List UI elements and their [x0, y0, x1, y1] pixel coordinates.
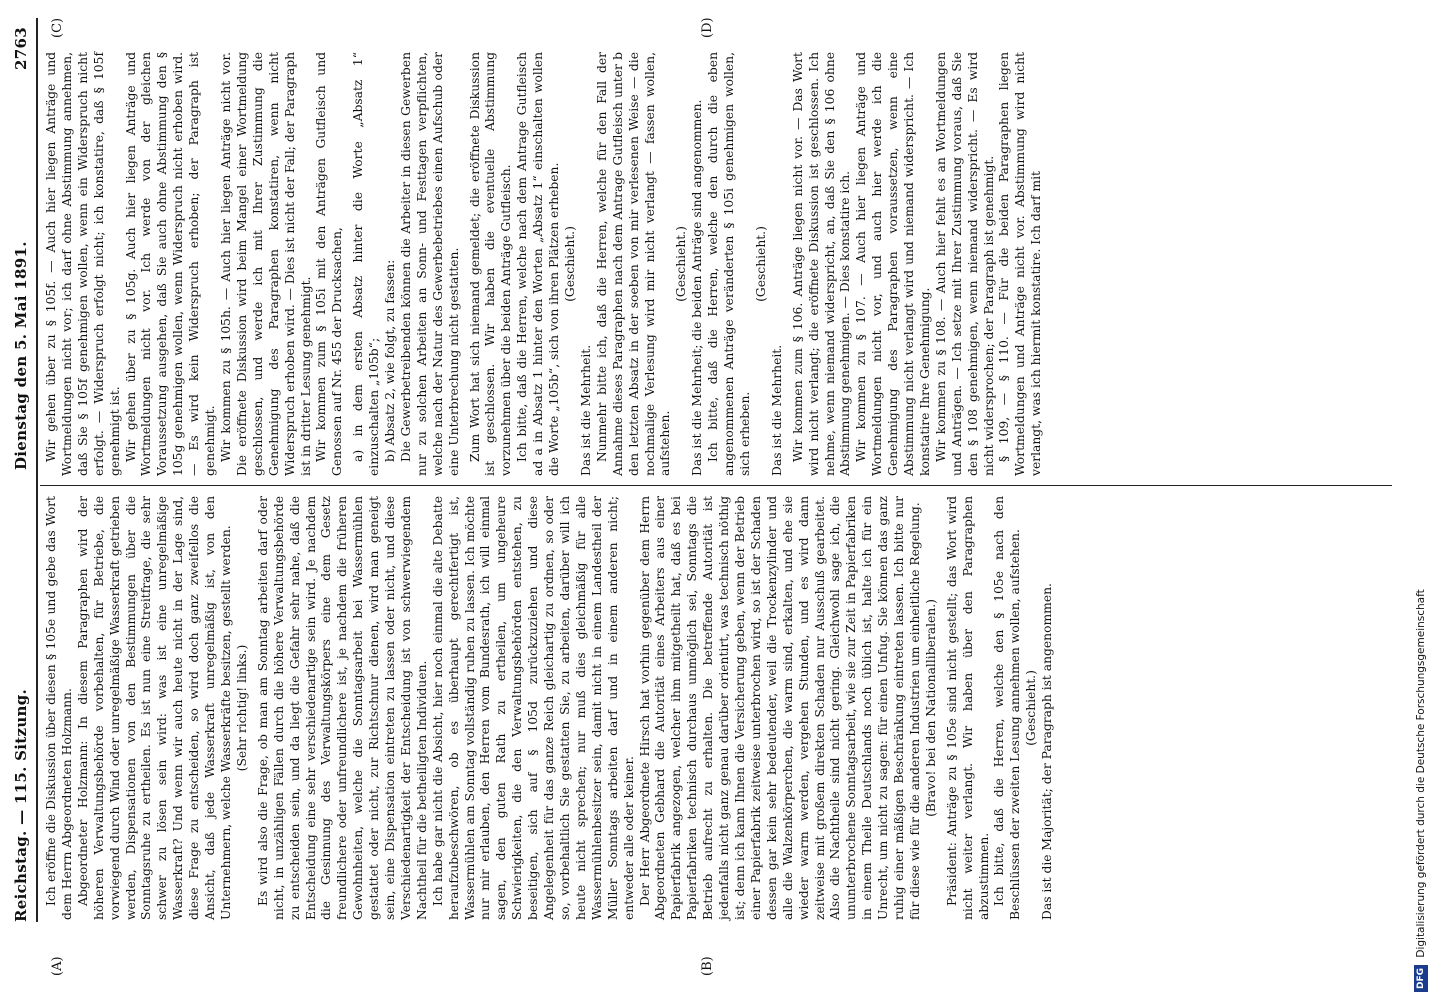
margin-marker-a: (A) — [50, 956, 65, 976]
paragraph: Präsident: Anträge zu § 105e sind nicht gestellt; das Wort wird nicht weiter verlangt. Wir haben über den Paragraphen abzustimmen. — [944, 496, 991, 920]
paragraph: Das ist die Mehrheit. — [578, 344, 593, 476]
paragraph: Der Herr Abgeordnete Hirsch hat vorhin gegenüber dem Herrn Abgeordneten Gebhard die Autorität eines Arbeiters aus einer Papierfabrik angezogen, welcher ihm mitgetheilt hat, daß es bei Papierfabriken technisch durchaus unmöglich sei, Sonntags die Betrieb aufrecht zu erhalten. Die betreffende Autorität ist jedenfalls nicht ganz genau darüber orientirt, was technisch nöthig ist; denn ich kann Ihnen die Versicherung geben, wenn der Betrieb einer Papierfabrik zeitweise unterbrochen wird, so ist der Schaden dessen gar kein sehr bedeutender, weil die Trockenzylinder und alle die Walzenkörperchen, die warm sind, erkalten, und ehe sie wieder warm werden, vergehen Stunden, und es wird dann zeitweise mit großem direkten Schaden nur Ausschuß gearbeitet. Also die Nachtheile sind nicht gering. Gleichwohl sage ich, die ununterbrochene Sonntagsarbeit, wie sie zur Zeit in Papierfabriken in einem Theile Deutschlands noch üblich ist, halte ich für ein Unrecht, um nicht zu sagen: für einen Unfug. Sie können das ganz ruhig einer mäßigen Beschränkung eintreten lassen. Ich bitte nur für diese wie für die anderen Industrien um einheitliche Regelung. — [637, 496, 922, 920]
paragraph: Ich habe gar nicht die Absicht, hier noch einmal die alte Debatte heraufzubeschwören, ob es überhaupt gerechtfertigt ist, Wassermühlen am Sonntag vollständig ruhen zu lassen. Ich möchte nur mir erlauben, den Herren vom Bundesrath, ich will einmal sagen, den guten Rath zu ertheilen, um ungeheure Schwierigkeiten, die den Verwaltungsbehörden entstehen, zu beseitigen, sich auf § 105d zurückzuziehen und diese Angelegenheit für das ganze Reich gleichartig zu ordnen, so oder so, vorbehaltlich Sie gestatten Sie, zu arbeiten, darüber will ich heute nicht sprechen; nur muß dies gleichmäßig für alle Wassermühlenbesitzer sein, damit nicht in einem Landestheil der Müller Sonntags arbeiten darf und in einem anderen nicht; entweder alle oder keiner. — [430, 496, 636, 920]
paragraph: Zum Wort hat sich niemand gemeldet; die eröffnete Diskussion ist geschlossen. Wir haben die eventuelle Abstimmung vorzunehmen über die beiden Anträge Gutfleisch. — [467, 52, 514, 476]
paragraph: Ich bitte, daß die Herren, welche den durch die eben angenommenen Anträge veränderten § 105i genehmigen wollen, sich erheben. — [706, 52, 752, 476]
paragraph: (Sehr richtig! links.) — [234, 644, 249, 772]
paragraph: Abgeordneter Holzmann: In diesem Paragraphen wird der höheren Verwaltungsbehörde vorbehalten, für Betriebe, die vorwiegend durch Wind oder unregelmäßige Wasserkraft getrieben werden, Dispensationen von den Bestimmungen über die Sonntagsruhe zu ertheilen. Es ist nun eine Streitfrage, die sehr schwer zu lösen sein wird: was ist eine unregelmäßige Wasserkraft? Und wenn wir auch heute nicht in der Lage sind, diese Frage zu entscheiden, so wird doch ganz zweifellos die Ansicht, daß jede Wasserkraft unregelmäßig ist, von den Unternehmern, welche Wasserkräfte besitzen, gestellt werden. — [75, 496, 233, 920]
paragraph: Die Gewerbetreibenden können die Arbeiter in diesen Gewerben nur zu solchen Arbeiten an Sonn- und Festtagen verpflichten, welche nach der Natur des Gewerbebetriebes einen Aufschub oder eine Unterbrechung nicht gestatten. — [398, 52, 461, 476]
paragraph: (Geschieht.) — [563, 226, 577, 302]
column-divider — [40, 485, 1392, 486]
margin-marker-b: (B) — [700, 956, 715, 976]
paragraph: Das ist die Majorität; der Paragraph ist angenommen. — [1040, 583, 1055, 920]
header-right: Dienstag den 5. Mai 1891. — [12, 241, 30, 470]
digitization-credit-strip — [1410, 0, 1432, 1000]
header-rule — [36, 18, 38, 922]
paragraph: a) in dem ersten Absatz hinter die Worte „Absatz 1“ einzuschalten „105b“; — [351, 52, 382, 476]
paragraph: Das ist die Mehrheit. — [769, 344, 784, 476]
paragraph: Ich bitte, daß die Herren, welche nach dem Antrage Gutfleisch ad a in Absatz 1 hinter den Worten „Absatz 1“ einschalten wollen die Worte „105b“, sich von ihren Plätzen erheben. — [515, 52, 562, 476]
digitization-credit: Digitalisierung gefördert durch die Deutsche Forschungsgemeinschaft — [1415, 589, 1427, 958]
paragraph: Wir kommen zum § 105i mit den Anträgen Gutfleisch und Genossen auf Nr. 455 der Drucksachen, — [314, 52, 345, 476]
dfg-logo-icon: DFG — [1414, 965, 1428, 992]
right-text-column — [44, 52, 1045, 476]
paragraph: Es wird also die Frage, ob man am Sonntag arbeiten darf oder nicht, in unzähligen Fällen durch die höhere Verwaltungsbehörde zu entscheiden sein, und da liegt die Gefahr sehr nahe, daß die Entscheidung eine sehr verschiedenartige sein wird. Je nachdem die Gesinnung des Verwaltungskörpers eine dem Gesetz freundlichere oder unfreundlichere ist, je nachdem die früheren Gewohnheiten, welche die Sonntagsarbeit bei Wassermühlen gestattet oder nicht, zur Richtschnur dienen, wird man geneigt sein, eine Dispensation eintreten zu lassen oder nicht, und diese Verschiedenartigkeit der Entscheidung ist von schwerwiegendem Nachtheil für die betheiligten Individuen. — [255, 496, 429, 920]
paragraph: (Geschieht.) — [1024, 670, 1039, 746]
paragraph: Wir kommen zum § 106. Anträge liegen nicht vor. — Das Wort wird nicht verlangt; die eröffnete Diskussion ist geschlossen. Ich nehme, wenn niemand widerspricht, an, daß Sie den § 106 ohne Abstimmung genehmigen. — Dies konstatire ich. — [790, 52, 853, 476]
paragraph: Ich bitte, daß die Herren, welche den § 105e nach den Beschlüssen der zweiten Lesung annehmen wollen, aufstehen. — [992, 496, 1023, 920]
paragraph: Wir kommen zu § 108. — Auch hier fehlt es an Wortmeldungen und Anträgen. — Ich setze mit Ihrer Zustimmung voraus, daß Sie den § 108 genehmigen, wenn niemand widerspricht. — Es wird nicht widersprochen; der Paragraph ist genehmigt. — [933, 52, 996, 476]
left-text-column — [44, 496, 1056, 920]
paragraph: b) Absatz 2, wie folgt, zu fassen: — [383, 259, 398, 462]
paragraph: Wir gehen über zu § 105g. Auch hier liegen Anträge und Wortmeldungen nicht vor. Ich werde von der gleichen Voraussetzung ausgehen, daß Sie auch ohne Abstimmung den § 105g genehmigen wollen, wenn Widerspruch nicht erhoben wird. — Es wird kein Widerspruch erhoben; der Paragraph ist genehmigt. — [123, 52, 218, 476]
paragraph: Wir kommen zu § 105h. — Auch hier liegen Anträge nicht vor. Die eröffnete Diskussion wird beim Mangel einer Wortmeldung geschlossen, und werde ich mit Ihrer Zustimmung die Genehmigung des Paragraphen konstatiren, wenn nicht Widerspruch erhoben wird. — Dies ist nicht der Fall; der Paragraph ist in dritter Lesung genehmigt. — [218, 52, 313, 476]
header-left: Reichstag. — 115. Sitzung. — [12, 688, 30, 922]
paragraph: Ich eröffne die Diskussion über diesen § 105e und gebe das Wort dem Herrn Abgeordneten Holzmann. — [44, 496, 74, 920]
paragraph: (Geschieht.) — [674, 226, 689, 302]
margin-marker-c: (C) — [50, 17, 65, 38]
paragraph: Nunmehr bitte ich, daß die Herren, welche für den Fall der Annahme dieses Paragraphen nach dem Antrage Gutfleisch unter b den letzten Absatz in der soeben von mir verlesenen Weise — die nochmalige Verlesung wird mir nicht verlangt — fassen wollen, aufstehen. — [594, 52, 673, 476]
paragraph: Wir kommen zu § 107. — Auch hier liegen Anträge und Wortmeldungen nicht vor, und auch hier werde ich die Genehmigung des Paragraphen voraussetzen, wenn eine Abstimmung nicht verlangt wird und niemand widerspricht. — Ich konstatire Ihre Genehmigung. — [854, 52, 932, 476]
margin-marker-d: (D) — [700, 17, 715, 38]
paragraph: § 109, — § 110. — Für die beiden Paragraphen liegen Wortmeldungen und Anträge nicht vor. Abstimmung wird nicht verlangt, was ich hiermit konstatire. Ich darf mit — [997, 52, 1044, 476]
paragraph: Wir gehen über zu § 105f. — Auch hier liegen Anträge und Wortmeldungen nicht vor; ich darf ohne Abstimmung annehmen, daß Sie § 105f genehmigen wollen, wenn ein Widerspruch nicht erfolgt. — Widerspruch erfolgt nicht; ich konstatire, daß § 105f genehmigt ist. — [44, 52, 122, 476]
paragraph: (Bravo! bei den Nationalliberalen.) — [923, 599, 938, 817]
paragraph: (Geschieht.) — [753, 226, 768, 302]
page-number: 2763 — [12, 27, 30, 70]
paragraph: Das ist die Mehrheit; die beiden Anträge sind angenommen. — [690, 99, 705, 476]
